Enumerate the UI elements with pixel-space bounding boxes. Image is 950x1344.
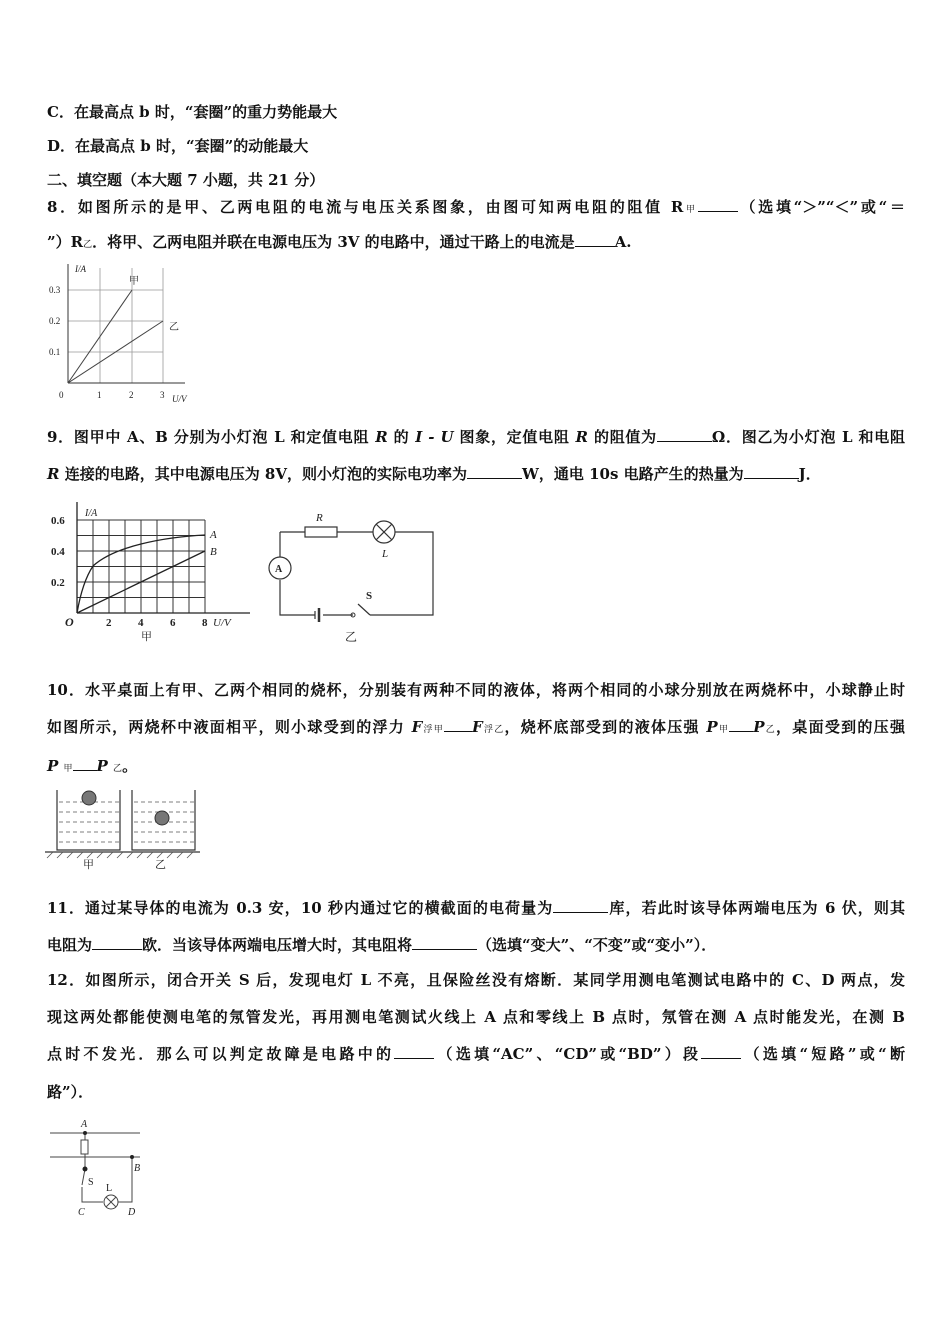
switch-label: S — [366, 590, 373, 602]
resistor-label: R — [316, 512, 323, 524]
q10-text: 如图所示，两烧杯中液面相平，则小球受到的浮力 — [47, 718, 412, 736]
q9-text: W，通电 10s 电路产生的热量为 — [522, 465, 744, 483]
symbol-iu: I - U — [415, 428, 454, 446]
q12-text: （选填“短路”或“断 — [741, 1045, 905, 1063]
q12-line1: 12．如图所示，闭合开关 S 后，发现电灯 L 不亮，且保险丝没有熔断．某同学用测电笔测试电路中的 C、D 两点，发 — [47, 971, 905, 989]
q10-text: ，桌面受到的压强 — [776, 718, 905, 736]
grid — [77, 520, 205, 613]
q8-line2 — [47, 232, 632, 255]
q12-line4: 路”）． — [47, 1083, 94, 1101]
y-label: I/A — [75, 264, 86, 274]
q11-text: 11．通过某导体的电流为 0.3 安，10 秒内通过它的横截面的电荷量为 — [47, 899, 554, 917]
q10-text: ，烧杯底部受到的液体压强 — [504, 718, 707, 736]
q12-text: 点时不发光．那么可以判定故障是电路中的 — [47, 1045, 395, 1063]
fuse — [81, 1140, 88, 1154]
resistor — [305, 527, 337, 537]
x-tick: 4 — [138, 617, 144, 629]
y-label: I/A — [85, 508, 98, 519]
q11-text: （选填“变大”、“不变”或“变小”）． — [477, 936, 717, 954]
answer-blank[interactable] — [698, 197, 738, 212]
y-tick: 0.3 — [49, 285, 61, 295]
q10-line1: 10．水平桌面上有甲、乙两个相同的烧杯，分别装有两种不同的液体，将两个相同的小球分别放在两烧杯中，小球静止时 — [47, 681, 905, 699]
q9-text: 的 — [387, 428, 416, 446]
answer-blank[interactable] — [729, 717, 753, 732]
point-a-label: A — [81, 1119, 88, 1130]
q10-line3 — [47, 756, 137, 779]
subscript: 乙 — [113, 764, 123, 774]
q12-line2: 现这两处都能使测电笔的氖管发光，再用测电笔测试火线上 A 点和零线上 B 点时，氖管在测 A 点时能发光，在测 B — [47, 1008, 905, 1026]
caption-yi: 乙 — [345, 630, 358, 644]
q11-line2 — [47, 935, 716, 955]
q8-line1 — [47, 197, 905, 220]
label-jia: 甲 — [83, 859, 94, 871]
q11-line1 — [47, 898, 905, 918]
q9-line2 — [47, 464, 821, 484]
origin-label: O — [65, 615, 74, 629]
q9-text: 连接的电路，其中电源电压为 8V，则小灯泡的实际电功率为 — [59, 465, 467, 483]
q11-text: 欧．当该导体两端电压增大时，其电阻将 — [142, 936, 413, 954]
answer-blank[interactable] — [657, 427, 712, 442]
answer-blank[interactable] — [394, 1044, 434, 1059]
y-tick: 0.2 — [49, 316, 61, 326]
q8-text: ”）R — [47, 233, 84, 251]
q8-text: 8．如图所示的是甲、乙两电阻的电流与电压关系图象，由图可知两电阻的阻值 R — [47, 198, 684, 216]
y-tick: 0.4 — [51, 546, 65, 558]
curve-a-label: A — [210, 529, 217, 541]
answer-blank[interactable] — [412, 935, 477, 950]
answer-blank[interactable] — [701, 1044, 741, 1059]
lamp-label: L — [382, 548, 389, 560]
q9-circuit — [270, 505, 445, 650]
line-label-jia: 甲 — [129, 276, 139, 287]
x-label: U/V — [213, 617, 231, 629]
section-heading: 二、填空题（本大题 7 小题，共 21 分） — [47, 171, 325, 189]
answer-blank[interactable] — [575, 232, 615, 247]
q9-text: 图象，定值电阻 — [453, 428, 576, 446]
symbol-r: R — [47, 465, 60, 483]
q9-line1 — [47, 427, 905, 447]
symbol-p: P — [753, 718, 765, 736]
x-tick: 2 — [129, 390, 134, 400]
caption-jia: 甲 — [141, 631, 152, 643]
grid — [68, 268, 163, 383]
q8-text: ．将甲、乙两电阻并联在电源电压为 3V 的电路中，通过干路上的电流是 — [92, 233, 575, 251]
x-tick: 0 — [59, 390, 64, 400]
answer-blank[interactable] — [73, 756, 97, 771]
q10-text: 。 — [122, 757, 138, 775]
q9-text: 9．图甲中 A、B 分别为小灯泡 L 和定值电阻 — [47, 428, 376, 446]
q11-text: 电阻为 — [47, 936, 93, 954]
q12-household-circuit — [48, 1115, 153, 1220]
q8-text: （选填“＞”“＜”或“＝ — [737, 198, 905, 216]
subscript: 乙 — [83, 240, 93, 250]
y-tick: 0.2 — [51, 577, 65, 589]
subscript: 甲 — [63, 764, 73, 774]
switch — [358, 604, 370, 615]
answer-blank[interactable] — [444, 717, 472, 732]
point-c-label: C — [78, 1207, 85, 1218]
curve-b-label: B — [210, 546, 217, 558]
x-tick: 3 — [160, 390, 165, 400]
label-yi: 乙 — [155, 859, 166, 871]
lamp-label: L — [106, 1183, 113, 1194]
subscript: 浮乙 — [482, 725, 505, 735]
answer-blank[interactable] — [553, 898, 608, 913]
q9-iu-graph — [45, 500, 265, 650]
subscript: 浮甲 — [422, 725, 445, 735]
x-tick: 1 — [97, 390, 102, 400]
ball-jia — [82, 791, 96, 805]
q12-line3 — [47, 1044, 905, 1064]
symbol-p: P — [706, 718, 718, 736]
x-tick: 6 — [170, 617, 176, 629]
option-d: D．在最高点 b 时，“套圈”的动能最大 — [47, 137, 309, 155]
x-tick: 8 — [202, 617, 208, 629]
ammeter-label: A — [275, 564, 283, 575]
point-b-label: B — [134, 1163, 141, 1174]
q9-text: 的阻值为 — [588, 428, 657, 446]
switch-label: S — [88, 1177, 94, 1188]
q12-text: （选填“AC”、“CD”或“BD”）段 — [434, 1045, 702, 1063]
symbol-r: R — [375, 428, 388, 446]
symbol-f: F — [411, 718, 423, 736]
subscript: 乙 — [764, 725, 777, 735]
subscript: 甲 — [717, 725, 730, 735]
answer-blank[interactable] — [467, 464, 522, 479]
y-tick: 0.6 — [51, 515, 65, 527]
symbol-r: R — [575, 428, 589, 446]
subscript: 甲 — [683, 205, 698, 215]
q9-text: J． — [798, 465, 821, 483]
symbol-p: P — [47, 757, 59, 775]
point-d-label: D — [128, 1207, 136, 1218]
symbol-f: F — [472, 718, 483, 736]
q8-iu-graph — [45, 260, 205, 410]
ball-yi — [155, 811, 169, 825]
line-label-yi: 乙 — [169, 322, 179, 333]
x-label: U/V — [172, 394, 187, 404]
q9-text: Ω．图乙为小灯泡 L 和电阻 — [711, 428, 905, 446]
q8-text: A. — [614, 233, 632, 251]
x-tick: 2 — [106, 617, 112, 629]
q11-text: 库，若此时该导体两端电压为 6 伏，则其 — [608, 899, 905, 917]
q10-beakers-figure — [45, 785, 200, 870]
answer-blank[interactable] — [92, 935, 142, 950]
q10-line2 — [47, 717, 905, 740]
answer-blank[interactable] — [744, 464, 799, 479]
symbol-p: P — [96, 757, 108, 775]
y-tick: 0.1 — [49, 347, 61, 357]
option-c: C．在最高点 b 时，“套圈”的重力势能最大 — [47, 103, 338, 121]
